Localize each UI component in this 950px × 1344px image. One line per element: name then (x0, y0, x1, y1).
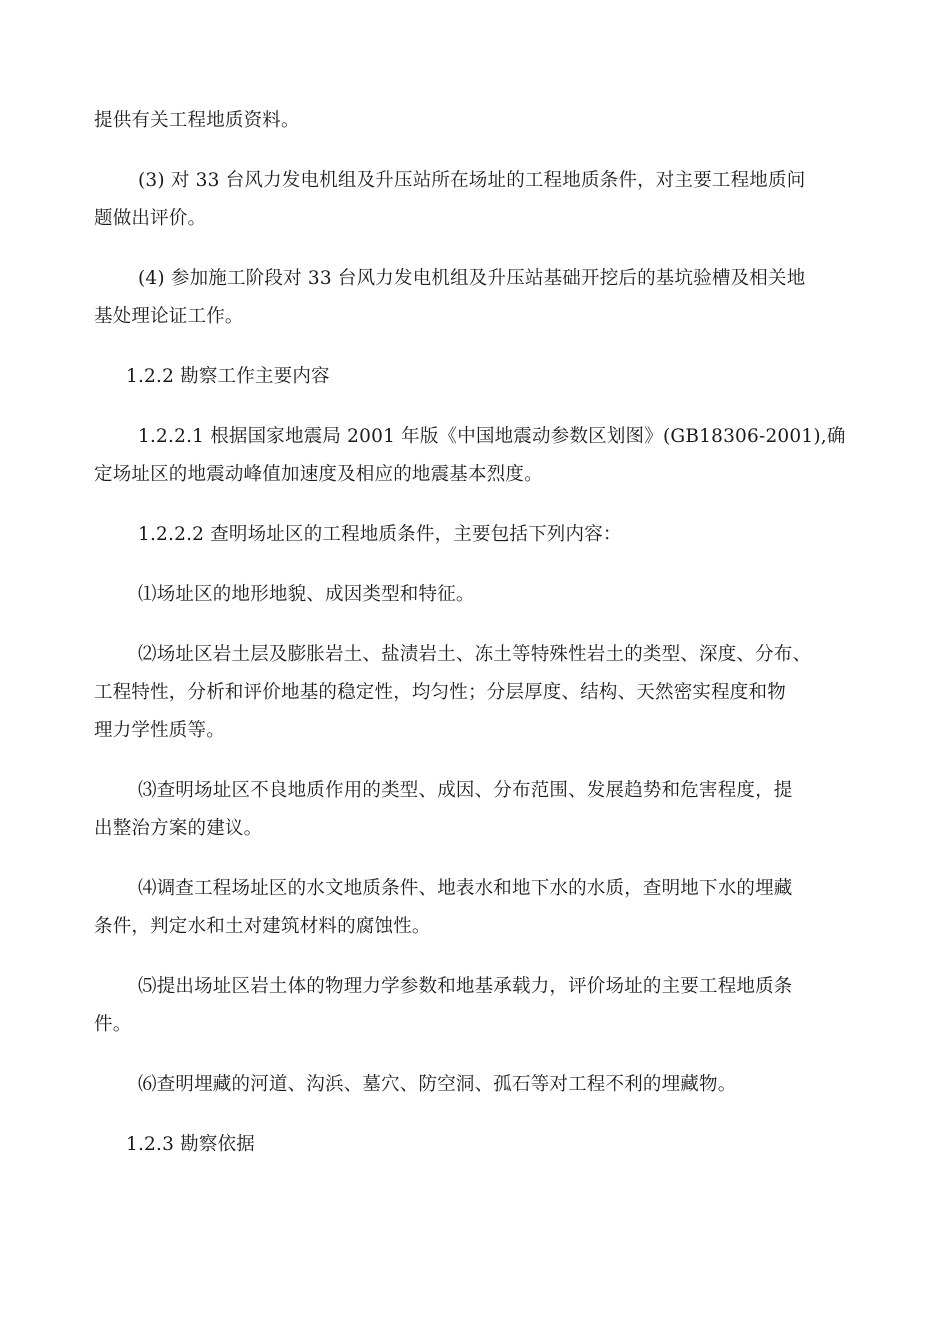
list-item: ⑶查明场址区不良地质作用的类型、成因、分布范围、发展趋势和危害程度，提 (138, 780, 793, 801)
list-item: ⑴场址区的地形地貌、成因类型和特征。 (138, 584, 475, 605)
text-line: 1.2.2.2 查明场址区的工程地质条件，主要包括下列内容： (138, 524, 622, 545)
text-line: 题做出评价。 (94, 208, 207, 229)
list-item: ⑸提出场址区岩土体的物理力学参数和地基承载力，评价场址的主要工程地质条 (138, 976, 793, 997)
text-line: (4) 参加施工阶段对 33 台风力发电机组及升压站基础开挖后的基坑验槽及相关地 (138, 268, 806, 289)
text-line: 条件，判定水和土对建筑材料的腐蚀性。 (94, 916, 431, 937)
text-line: 1.2.2.1 根据国家地震局 2001 年版《中国地震动参数区划图》(GB18306-2001),确 (138, 426, 846, 447)
text-line: (3) 对 33 台风力发电机组及升压站所在场址的工程地质条件，对主要工程地质问 (138, 170, 806, 191)
text-line: 件。 (94, 1014, 132, 1035)
text-line: 基处理论证工作。 (94, 306, 244, 327)
list-item: ⑹查明埋藏的河道、沟浜、墓穴、防空洞、孤石等对工程不利的埋藏物。 (138, 1074, 737, 1095)
text-line: 定场址区的地震动峰值加速度及相应的地震基本烈度。 (94, 464, 543, 485)
text-line: 出整治方案的建议。 (94, 818, 263, 839)
section-heading: 1.2.3 勘察依据 (126, 1134, 255, 1155)
text-line: 工程特性，分析和评价地基的稳定性，均匀性；分层厚度、结构、天然密实程度和物 (94, 682, 786, 703)
list-item: ⑷调查工程场址区的水文地质条件、地表水和地下水的水质，查明地下水的埋藏 (138, 878, 793, 899)
section-heading: 1.2.2 勘察工作主要内容 (126, 366, 330, 387)
list-item: ⑵场址区岩土层及膨胀岩土、盐渍岩土、冻土等特殊性岩土的类型、深度、分布、 (138, 644, 812, 665)
text-line: 理力学性质等。 (94, 720, 225, 741)
text-line: 提供有关工程地质资料。 (94, 110, 300, 131)
